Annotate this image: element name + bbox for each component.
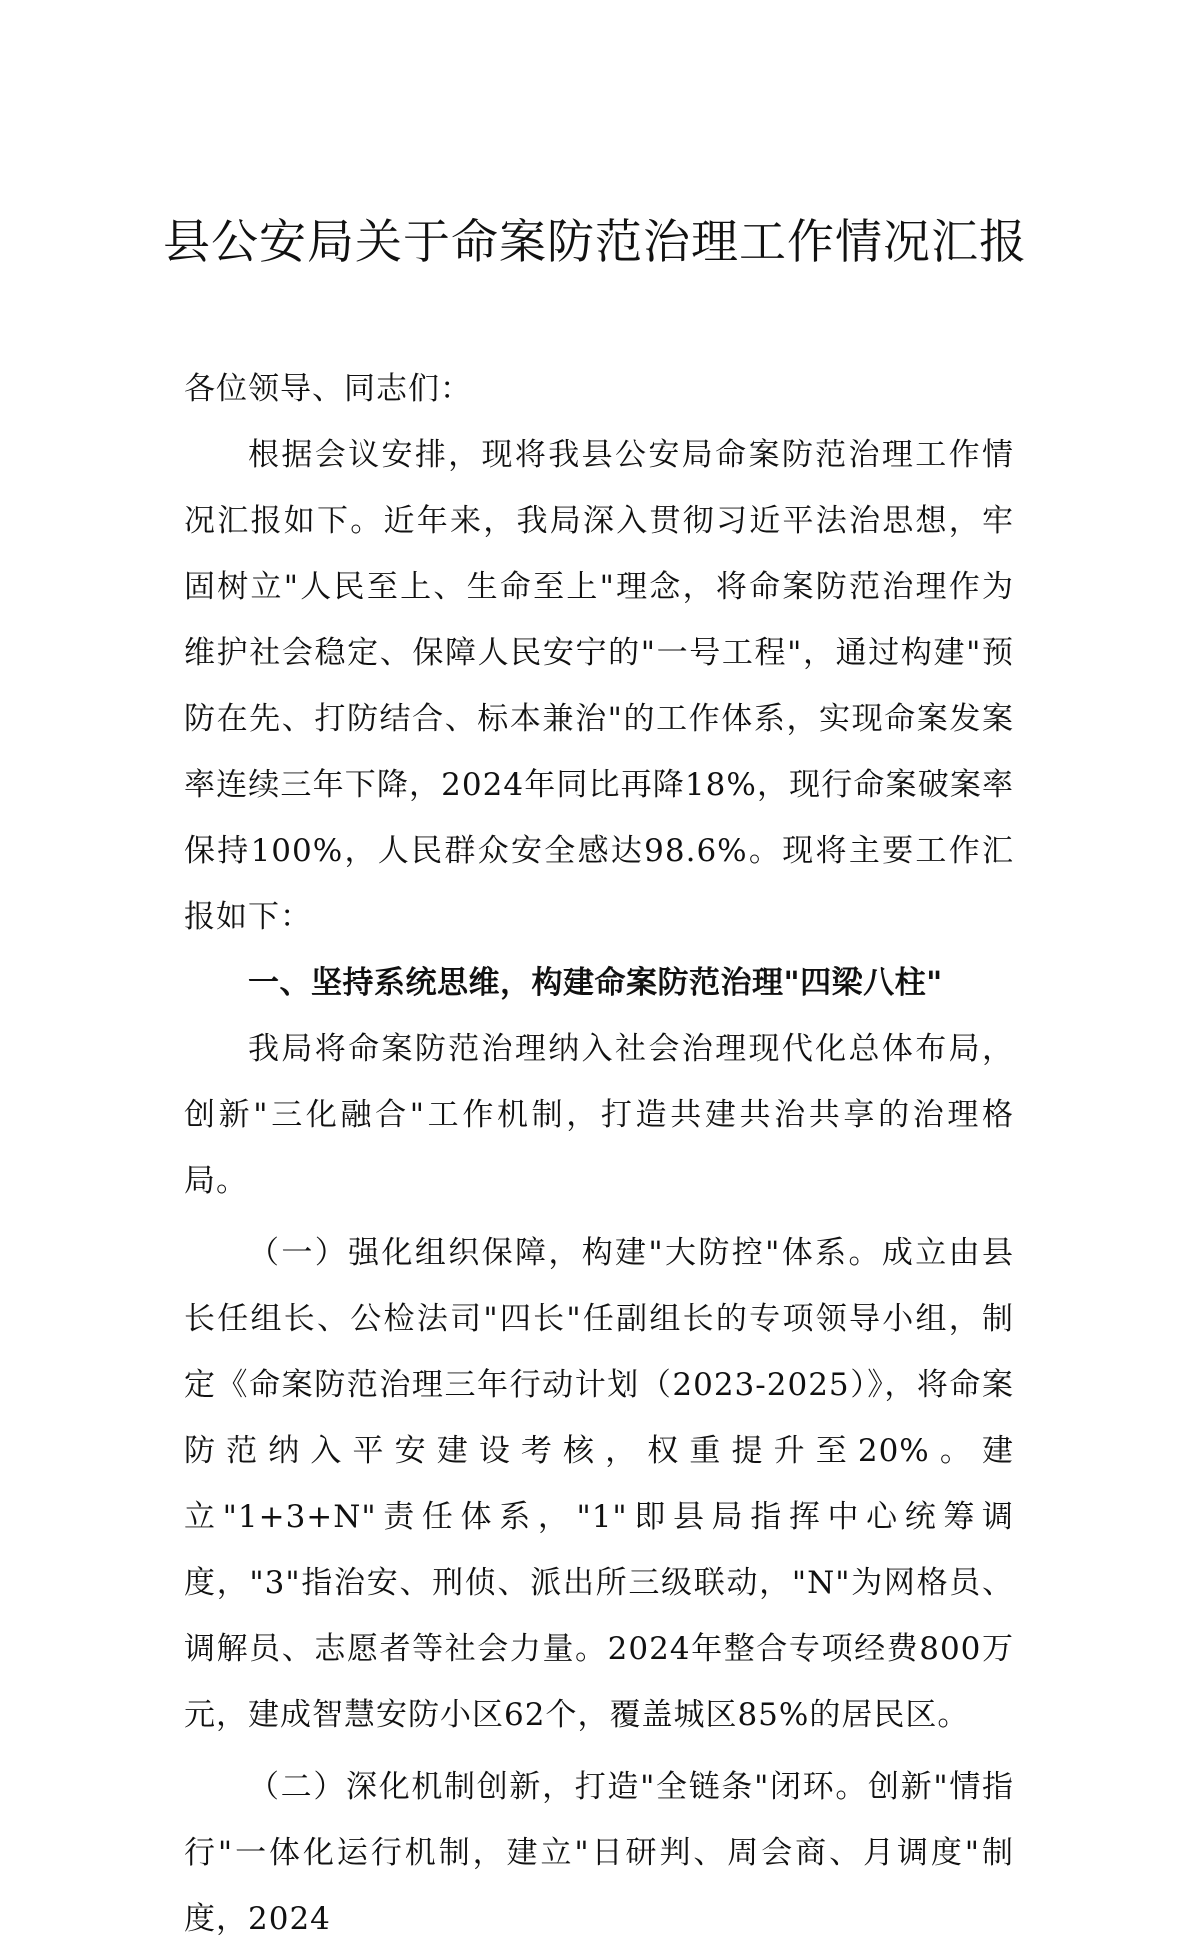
intro-paragraph: 根据会议安排，现将我县公安局命案防范治理工作情况汇报如下。近年来，我局深入贯彻习近平法治思想，牢固树立"人民至上、生命至上"理念，将命案防范治理作为维护社会稳定、保障人民安宁的"一号工程"，通过构建"预防在先、打防结合、标本兼治"的工作体系，实现命案发案率连续三年下降，2024年同比再降18%，现行命案破案率保持100%，人民群众安全感达98.6%。现将主要工作汇报如下： bbox=[184, 437, 1014, 935]
section-1-paragraph: 我局将命案防范治理纳入社会治理现代化总体布局，创新"三化融合"工作机制，打造共建共治共享的治理格局。 bbox=[184, 1031, 1014, 1199]
document-body bbox=[184, 356, 1014, 1952]
salutation: 各位领导、同志们： bbox=[184, 371, 472, 407]
subsection-2-paragraph: （二）深化机制创新，打造"全链条"闭环。创新"情指行"一体化运行机制，建立"日研判、周会商、月调度"制度，2024 bbox=[184, 1769, 1014, 1937]
document-title: 县公安局关于命案防范治理工作情况汇报 bbox=[163, 215, 1027, 270]
subsection-1-paragraph: （一）强化组织保障，构建"大防控"体系。成立由县长任组长、公检法司"四长"任副组长的专项领导小组，制定《命案防范治理三年行动计划（2023-2025）》，将命案防范纳入平安建设考核，权重提升至20%。建立"1+3+N"责任体系，"1"即县局指挥中心统筹调度，"3"指治安、刑侦、派出所三级联动，"N"为网格员、调解员、志愿者等社会力量。2024年整合专项经费800万元，建成智慧安防小区62个，覆盖城区85%的居民区。 bbox=[184, 1235, 1014, 1733]
section-heading-1: 一、坚持系统思维，构建命案防范治理"四梁八柱" bbox=[248, 965, 943, 1001]
